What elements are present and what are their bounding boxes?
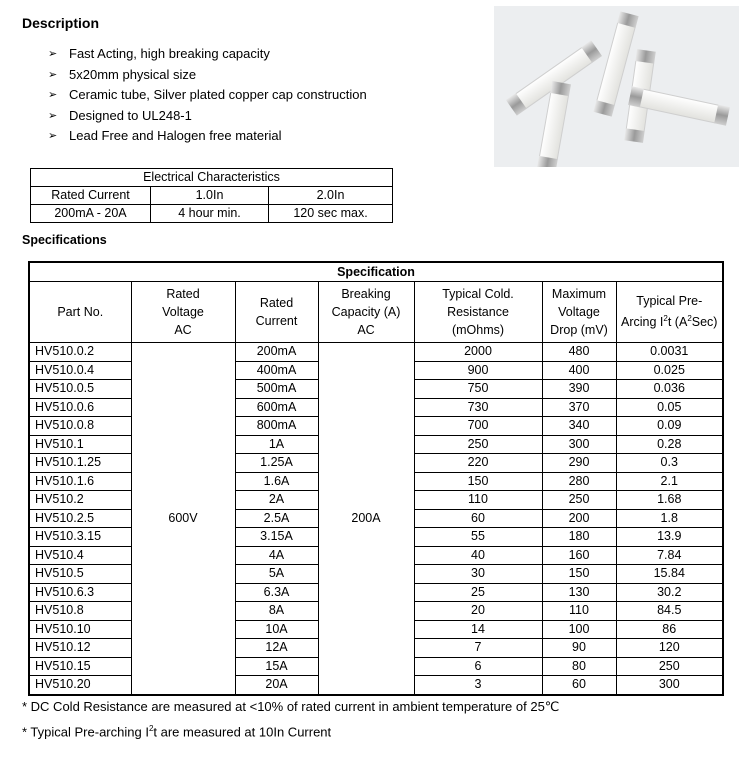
pre-arcing-cell: 300 xyxy=(616,676,723,695)
cold-resistance-cell: 3 xyxy=(414,676,542,695)
pre-arcing-cell: 120 xyxy=(616,639,723,658)
voltage-drop-cell: 290 xyxy=(542,454,616,473)
pre-arcing-cell: 1.68 xyxy=(616,491,723,510)
part-number-cell: HV510.0.4 xyxy=(29,361,131,380)
pre-arcing-cell: 0.28 xyxy=(616,435,723,454)
rated-current-cell: 400mA xyxy=(235,361,318,380)
list-item: ➢ Lead Free and Halogen free material xyxy=(48,126,367,147)
pre-arcing-cell: 2.1 xyxy=(616,472,723,491)
part-number-cell: HV510.20 xyxy=(29,676,131,695)
part-number-cell: HV510.1.25 xyxy=(29,454,131,473)
cold-resistance-cell: 40 xyxy=(414,546,542,565)
rated-current-cell: 1A xyxy=(235,435,318,454)
rated-current-cell: 12A xyxy=(235,639,318,658)
electrical-header: Rated Current xyxy=(31,187,151,205)
rated-current-cell: 2.5A xyxy=(235,509,318,528)
part-number-cell: HV510.0.6 xyxy=(29,398,131,417)
voltage-drop-cell: 130 xyxy=(542,583,616,602)
arrow-bullet-icon: ➢ xyxy=(48,130,58,142)
voltage-drop-cell: 280 xyxy=(542,472,616,491)
part-number-cell: HV510.6.3 xyxy=(29,583,131,602)
part-number-cell: HV510.15 xyxy=(29,657,131,676)
rated-current-cell: 5A xyxy=(235,565,318,584)
rated-current-cell: 800mA xyxy=(235,417,318,436)
cold-resistance-cell: 250 xyxy=(414,435,542,454)
voltage-drop-cell: 200 xyxy=(542,509,616,528)
voltage-drop-cell: 370 xyxy=(542,398,616,417)
cold-resistance-cell: 30 xyxy=(414,565,542,584)
voltage-drop-cell: 150 xyxy=(542,565,616,584)
pre-arcing-cell: 30.2 xyxy=(616,583,723,602)
voltage-drop-cell: 100 xyxy=(542,620,616,639)
rated-current-cell: 8A xyxy=(235,602,318,621)
cold-resistance-cell: 6 xyxy=(414,657,542,676)
rated-current-cell: 3.15A xyxy=(235,528,318,547)
pre-arcing-cell: 1.8 xyxy=(616,509,723,528)
pre-arcing-cell: 15.84 xyxy=(616,565,723,584)
part-number-cell: HV510.0.5 xyxy=(29,380,131,399)
voltage-drop-cell: 300 xyxy=(542,435,616,454)
cold-resistance-cell: 900 xyxy=(414,361,542,380)
column-header-rated-current: Rated Current xyxy=(235,282,318,343)
list-item: ➢ Designed to UL248-1 xyxy=(48,106,367,127)
part-number-cell: HV510.5 xyxy=(29,565,131,584)
rated-current-cell: 500mA xyxy=(235,380,318,399)
pre-arcing-cell: 0.025 xyxy=(616,361,723,380)
column-header-part-no: Part No. xyxy=(29,282,131,343)
cold-resistance-cell: 700 xyxy=(414,417,542,436)
part-number-cell: HV510.2 xyxy=(29,491,131,510)
column-header-pre-arcing: Typical Pre- Arcing $I^2t$ $(A^2Sec)$ xyxy=(616,282,723,343)
pre-arcing-cell: 0.0031 xyxy=(616,343,723,362)
voltage-drop-cell: 60 xyxy=(542,676,616,695)
pre-arcing-cell: 86 xyxy=(616,620,723,639)
part-number-cell: HV510.4 xyxy=(29,546,131,565)
pre-arcing-cell: 0.09 xyxy=(616,417,723,436)
rated-current-cell: 200mA xyxy=(235,343,318,362)
part-number-cell: HV510.0.2 xyxy=(29,343,131,362)
description-title: Description xyxy=(22,15,100,31)
column-header-voltage-drop: Maximum Voltage Drop (mV) xyxy=(542,282,616,343)
voltage-drop-cell: 80 xyxy=(542,657,616,676)
arrow-bullet-icon: ➢ xyxy=(48,48,58,60)
electrical-value: 4 hour min. xyxy=(151,205,269,223)
column-header-rated-voltage: Rated Voltage AC xyxy=(131,282,235,343)
electrical-header: 2.0In xyxy=(269,187,393,205)
product-photo xyxy=(494,6,739,167)
cold-resistance-cell: 14 xyxy=(414,620,542,639)
pre-arcing-cell: 7.84 xyxy=(616,546,723,565)
electrical-value: 120 sec max. xyxy=(269,205,393,223)
rated-current-cell: 4A xyxy=(235,546,318,565)
voltage-drop-cell: 160 xyxy=(542,546,616,565)
rated-voltage-cell: 600V xyxy=(131,343,235,695)
cold-resistance-cell: 730 xyxy=(414,398,542,417)
voltage-drop-cell: 110 xyxy=(542,602,616,621)
list-item: ➢ Fast Acting, high breaking capacity xyxy=(48,44,367,65)
rated-current-cell: 1.25A xyxy=(235,454,318,473)
electrical-title: Electrical Characteristics xyxy=(31,169,393,187)
note-pre-arcing: * Typical Pre-arching $I^2t$ are measured at 10In Current xyxy=(22,724,332,740)
cold-resistance-cell: 25 xyxy=(414,583,542,602)
cold-resistance-cell: 220 xyxy=(414,454,542,473)
cold-resistance-cell: 20 xyxy=(414,602,542,621)
pre-arcing-cell: 0.036 xyxy=(616,380,723,399)
voltage-drop-cell: 480 xyxy=(542,343,616,362)
voltage-drop-cell: 180 xyxy=(542,528,616,547)
part-number-cell: HV510.2.5 xyxy=(29,509,131,528)
list-item: ➢ 5x20mm physical size xyxy=(48,65,367,86)
rated-current-cell: 10A xyxy=(235,620,318,639)
column-header-breaking-capacity: Breaking Capacity (A) AC xyxy=(318,282,414,343)
cold-resistance-cell: 7 xyxy=(414,639,542,658)
cold-resistance-cell: 60 xyxy=(414,509,542,528)
part-number-cell: HV510.10 xyxy=(29,620,131,639)
rated-current-cell: 15A xyxy=(235,657,318,676)
arrow-bullet-icon: ➢ xyxy=(48,109,58,122)
pre-arcing-cell: 0.3 xyxy=(616,454,723,473)
part-number-cell: HV510.1.6 xyxy=(29,472,131,491)
voltage-drop-cell: 390 xyxy=(542,380,616,399)
part-number-cell: HV510.1 xyxy=(29,435,131,454)
voltage-drop-cell: 250 xyxy=(542,491,616,510)
pre-arcing-cell: 84.5 xyxy=(616,602,723,621)
arrow-bullet-icon: ➢ xyxy=(48,89,58,101)
pre-arcing-cell: 13.9 xyxy=(616,528,723,547)
rated-current-cell: 1.6A xyxy=(235,472,318,491)
cold-resistance-cell: 110 xyxy=(414,491,542,510)
part-number-cell: HV510.12 xyxy=(29,639,131,658)
cold-resistance-cell: 150 xyxy=(414,472,542,491)
part-number-cell: HV510.0.8 xyxy=(29,417,131,436)
rated-current-cell: 600mA xyxy=(235,398,318,417)
arrow-bullet-icon: ➢ xyxy=(48,68,58,81)
specification-group-header: Specification xyxy=(29,262,723,282)
rated-current-cell: 2A xyxy=(235,491,318,510)
rated-current-cell: 6.3A xyxy=(235,583,318,602)
list-item: ➢ Ceramic tube, Silver plated copper cap construction xyxy=(48,85,367,106)
cold-resistance-cell: 750 xyxy=(414,380,542,399)
voltage-drop-cell: 400 xyxy=(542,361,616,380)
description-bullet-list xyxy=(48,44,367,147)
part-number-cell: HV510.3.15 xyxy=(29,528,131,547)
voltage-drop-cell: 340 xyxy=(542,417,616,436)
specifications-title: Specifications xyxy=(22,233,107,247)
electrical-characteristics-table xyxy=(30,168,393,223)
column-header-cold-resistance: Typical Cold. Resistance (mOhms) xyxy=(414,282,542,343)
fuse-illustration xyxy=(494,6,739,167)
pre-arcing-cell: 0.05 xyxy=(616,398,723,417)
rated-current-cell: 20A xyxy=(235,676,318,695)
electrical-header: 1.0In xyxy=(151,187,269,205)
voltage-drop-cell: 90 xyxy=(542,639,616,658)
breaking-capacity-cell: 200A xyxy=(318,343,414,695)
electrical-value: 200mA - 20A xyxy=(31,205,151,223)
table-row xyxy=(29,343,723,362)
pre-arcing-cell: 250 xyxy=(616,657,723,676)
cold-resistance-cell: 2000 xyxy=(414,343,542,362)
note-cold-resistance: * DC Cold Resistance are measured at <10% of rated current in ambient temperature of 25℃ xyxy=(22,699,560,714)
part-number-cell: HV510.8 xyxy=(29,602,131,621)
cold-resistance-cell: 55 xyxy=(414,528,542,547)
specifications-table xyxy=(28,261,724,696)
